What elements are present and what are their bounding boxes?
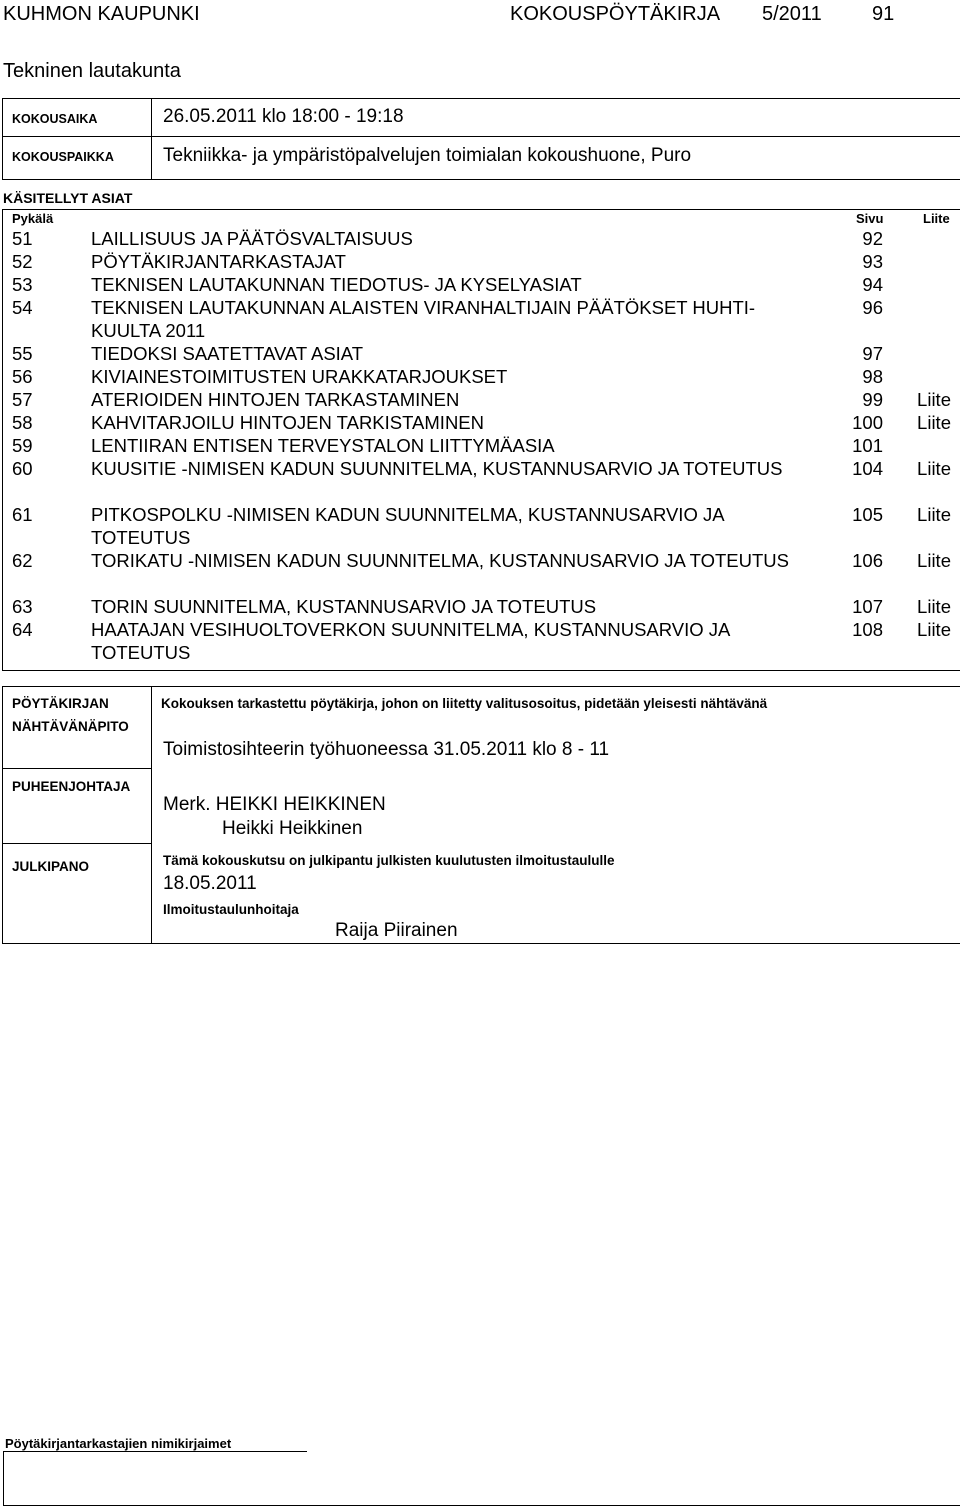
row-page: 92	[862, 228, 883, 249]
board-keeper-name: Raija Piirainen	[335, 920, 458, 941]
display-text: Kokouksen tarkastettu pöytäkirja, johon on liitetty valitusosoitus, pidetään yleisesti nähtävänä	[161, 696, 768, 711]
row-title: TEKNISEN LAUTAKUNNAN TIEDOTUS- JA KYSELYASIAT	[91, 274, 582, 295]
published-label: JULKIPANO	[12, 859, 90, 874]
board-keeper-label: Ilmoitustaulunhoitaja	[163, 902, 299, 917]
row-page: 101	[852, 435, 883, 456]
row-number: 56	[12, 366, 33, 387]
row-number: 59	[12, 435, 33, 456]
col-header-section: Pykälä	[12, 211, 54, 226]
chair-label: PUHEENJOHTAJA	[12, 779, 131, 794]
row-attachment: Liite	[917, 504, 951, 525]
row-page: 108	[852, 619, 883, 640]
row-title: HAATAJAN VESIHUOLTOVERKON SUUNNITELMA, KUSTANNUSARVIO JA TOTEUTUS	[91, 619, 730, 663]
row-title: PÖYTÄKIRJANTARKASTAJAT	[91, 251, 346, 272]
display-place-time: Toimistosihteerin työhuoneessa 31.05.2011 klo 8 - 11	[163, 739, 610, 760]
row-title: LENTIIRAN ENTISEN TERVEYSTALON LIITTYMÄASIA	[91, 435, 555, 456]
row-number: 53	[12, 274, 33, 295]
row-number: 57	[12, 389, 33, 410]
meeting-time-label: KOKOUSAIKA	[12, 112, 98, 126]
row-title: TEKNISEN LAUTAKUNNAN ALAISTEN VIRANHALTIJAIN PÄÄTÖKSET HUHTI-KUULTA 2011	[91, 297, 756, 341]
meeting-place-label: KOKOUSPAIKKA	[12, 150, 114, 164]
committee-name: Tekninen lautakunta	[3, 60, 181, 82]
page-number: 91	[872, 3, 895, 25]
row-page: 99	[862, 389, 883, 410]
row-number: 64	[12, 619, 33, 640]
row-title: ATERIOIDEN HINTOJEN TARKASTAMINEN	[91, 389, 460, 410]
display-label-line-1: PÖYTÄKIRJAN	[12, 696, 109, 711]
row-number: 51	[12, 228, 33, 249]
publication-box	[2, 686, 960, 944]
meeting-time-value: 26.05.2011 klo 18:00 - 19:18	[163, 106, 404, 127]
row-page: 93	[862, 251, 883, 272]
row-attachment: Liite	[917, 550, 951, 571]
row-number: 52	[12, 251, 33, 272]
col-header-attachment: Liite	[923, 211, 950, 226]
row-page: 98	[862, 366, 883, 387]
signature-label: Pöytäkirjantarkastajien nimikirjaimet	[5, 1436, 232, 1451]
row-title: KUUSITIE -NIMISEN KADUN SUUNNITELMA, KUSTANNUSARVIO JA TOTEUTUS	[91, 458, 783, 479]
row-page: 106	[852, 550, 883, 571]
row-title: PITKOSPOLKU -NIMISEN KADUN SUUNNITELMA, KUSTANNUSARVIO JA TOTEUTUS	[91, 504, 724, 548]
row-number: 60	[12, 458, 33, 479]
meeting-place-value: Tekniikka- ja ympäristöpalvelujen toimialan kokoushuone, Puro	[163, 145, 692, 166]
published-text: Tämä kokouskutsu on julkipantu julkisten kuulutusten ilmoitustaululle	[163, 853, 615, 868]
row-title: TIEDOKSI SAATETTAVAT ASIAT	[91, 343, 364, 364]
row-title: KIVIAINESTOIMITUSTEN URAKKATARJOUKSET	[91, 366, 508, 387]
row-page: 105	[852, 504, 883, 525]
row-page: 94	[862, 274, 883, 295]
meeting-info-box	[2, 98, 960, 180]
agenda-table	[2, 209, 960, 671]
col-header-page: Sivu	[856, 211, 884, 226]
row-number: 61	[12, 504, 33, 525]
signature-box	[3, 1452, 960, 1506]
row-number: 55	[12, 343, 33, 364]
row-title: TORIKATU -NIMISEN KADUN SUUNNITELMA, KUSTANNUSARVIO JA TOTEUTUS	[91, 550, 789, 571]
row-page: 104	[852, 458, 883, 479]
row-page: 96	[862, 297, 883, 318]
row-title: LAILLISUUS JA PÄÄTÖSVALTAISUUS	[91, 228, 413, 249]
display-label-line-2: NÄHTÄVÄNÄPITO	[12, 719, 129, 734]
row-number: 58	[12, 412, 33, 433]
row-page: 107	[852, 596, 883, 617]
row-title: TORIN SUUNNITELMA, KUSTANNUSARVIO JA TOTEUTUS	[91, 596, 597, 617]
row-title: KAHVITARJOILU HINTOJEN TARKISTAMINEN	[91, 412, 485, 433]
row-attachment: Liite	[917, 389, 951, 410]
municipality-name: KUHMON KAUPUNKI	[3, 3, 200, 25]
row-number: 63	[12, 596, 33, 617]
row-attachment: Liite	[917, 596, 951, 617]
row-attachment: Liite	[917, 458, 951, 479]
row-number: 62	[12, 550, 33, 571]
chair-signed: Merk. HEIKKI HEIKKINEN	[163, 794, 386, 815]
row-page: 97	[862, 343, 883, 364]
published-date: 18.05.2011	[163, 873, 257, 894]
chair-name: Heikki Heikkinen	[222, 818, 363, 839]
row-page: 100	[852, 412, 883, 433]
issue-number: 5/2011	[762, 3, 822, 25]
row-attachment: Liite	[917, 619, 951, 640]
row-attachment: Liite	[917, 412, 951, 433]
document-type: KOKOUSPÖYTÄKIRJA	[510, 3, 721, 25]
row-number: 54	[12, 297, 33, 318]
agenda-section-title: KÄSITELLYT ASIAT	[3, 190, 133, 206]
